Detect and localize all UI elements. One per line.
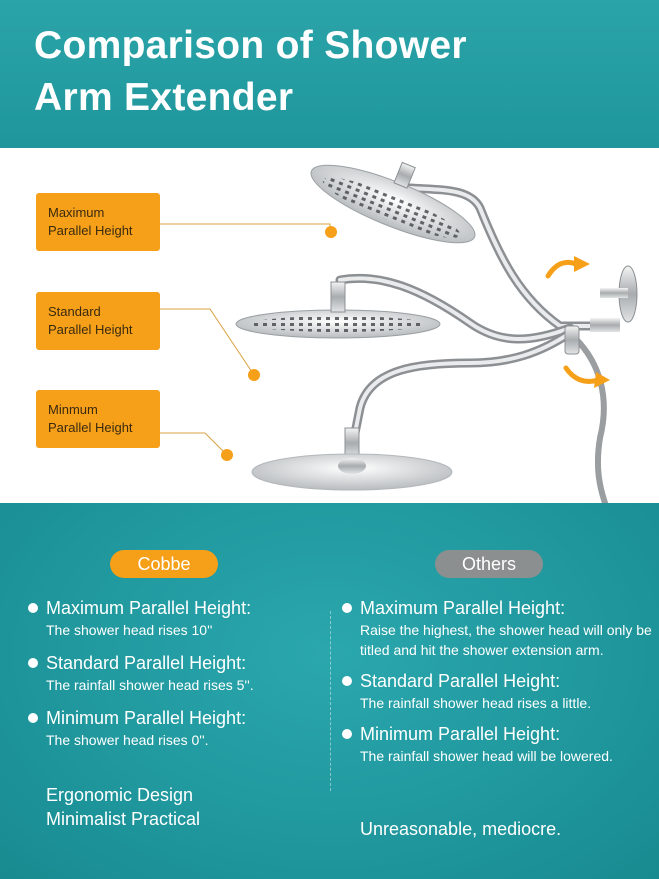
label-line-1: Standard — [48, 304, 101, 319]
list-item — [28, 597, 320, 640]
label-line-2: Parallel Height — [48, 322, 133, 337]
list-item — [342, 723, 654, 766]
bullet-icon — [342, 676, 352, 686]
label-maximum-parallel-height — [36, 193, 160, 251]
others-badge: Others — [435, 550, 543, 578]
bullet-icon — [342, 603, 352, 613]
bullet-icon — [28, 603, 38, 613]
comparison-section — [0, 503, 659, 879]
item-desc: The shower head rises 0''. — [46, 732, 209, 748]
list-item — [342, 670, 654, 713]
others-summary: Unreasonable, mediocre. — [360, 819, 562, 839]
label-line-1: Maximum — [48, 205, 105, 220]
column-divider — [330, 611, 331, 791]
item-title: Standard Parallel Height: — [46, 653, 247, 673]
cobbe-column — [28, 597, 320, 762]
summary-line-2: Minimalist Practical — [46, 809, 201, 829]
cobbe-summary — [46, 783, 200, 831]
others-column — [342, 597, 654, 776]
item-desc: The rainfall shower head rises 5''. — [46, 677, 254, 693]
label-minimum-parallel-height — [36, 390, 160, 448]
product-photo — [0, 148, 659, 503]
list-item — [342, 597, 654, 660]
item-title: Minimum Parallel Height: — [360, 724, 561, 744]
title-line-2: Arm Extender — [34, 76, 294, 119]
item-title: Maximum Parallel Height: — [46, 598, 252, 618]
item-title: Minimum Parallel Height: — [46, 708, 247, 728]
bullet-icon — [342, 729, 352, 739]
summary-line-1: Ergonomic Design — [46, 785, 194, 805]
bullet-icon — [28, 658, 38, 668]
leader-lines — [160, 224, 330, 454]
item-title: Maximum Parallel Height: — [360, 598, 566, 618]
wall-flange — [565, 266, 637, 354]
cobbe-badge: Cobbe — [110, 550, 218, 578]
item-desc: The rainfall shower head will be lowered. — [360, 748, 613, 764]
leader-dots — [221, 226, 337, 461]
label-line-1: Minmum — [48, 402, 98, 417]
label-standard-parallel-height — [36, 292, 160, 350]
header-banner — [0, 0, 659, 148]
item-desc: The shower head rises 10'' — [46, 622, 213, 638]
page-title — [34, 20, 467, 124]
list-item — [28, 652, 320, 695]
title-line-1: Comparison of Shower — [34, 24, 467, 67]
shower-head-top — [303, 148, 490, 257]
item-title: Standard Parallel Height: — [360, 671, 561, 691]
list-item — [28, 707, 320, 750]
label-line-2: Parallel Height — [48, 420, 133, 435]
shower-head-bottom — [252, 428, 452, 490]
label-line-2: Parallel Height — [48, 223, 133, 238]
bullet-icon — [28, 713, 38, 723]
item-desc: The rainfall shower head rises a little. — [360, 695, 592, 711]
item-desc: Raise the highest, the shower head will only be titled and hit the shower extension arm. — [360, 622, 652, 658]
